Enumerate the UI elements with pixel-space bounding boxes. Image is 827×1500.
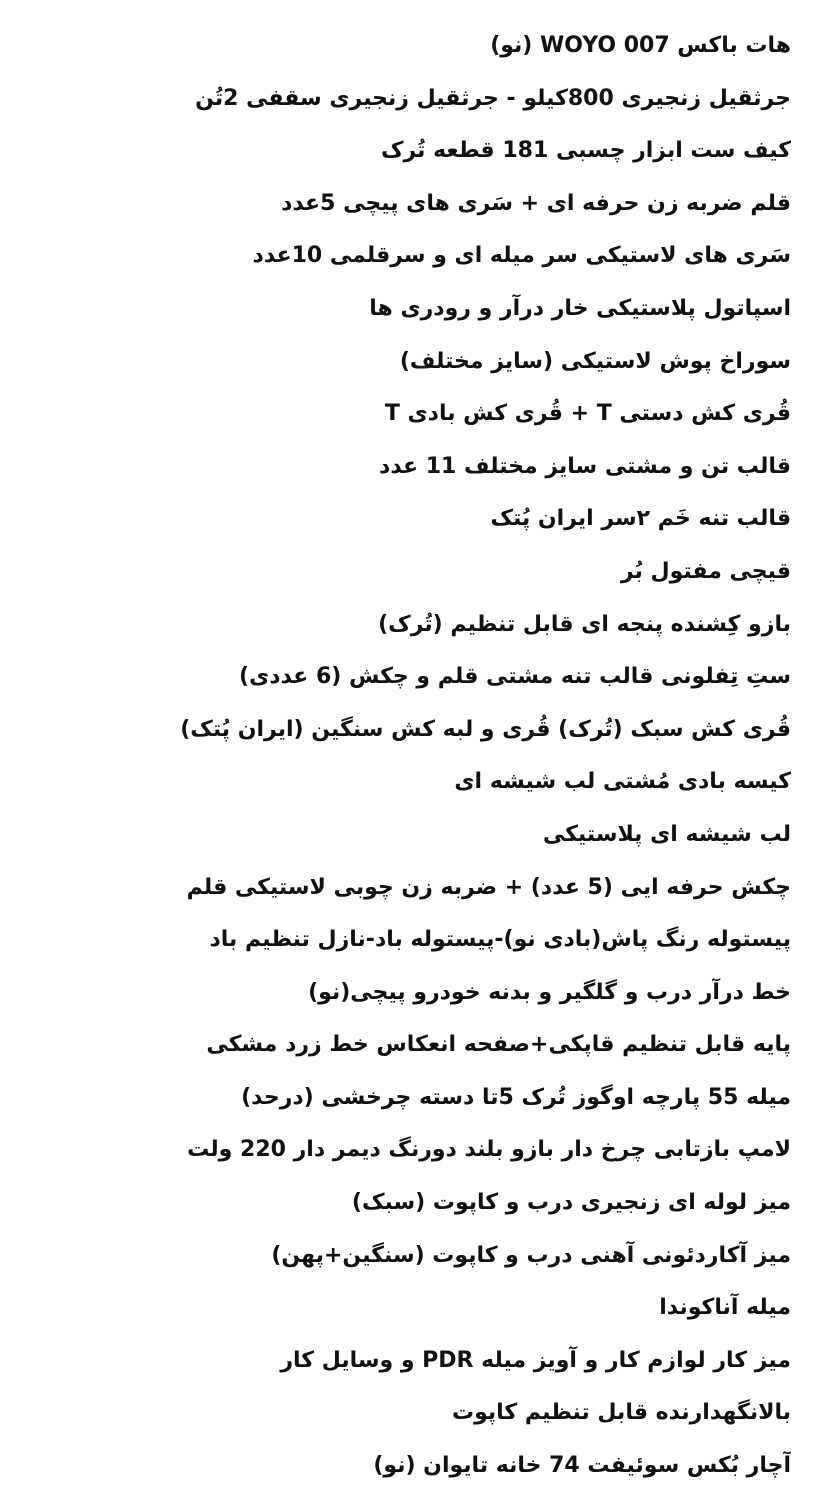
- list-item: قُری کش دستی T + قُری کش بادی T: [384, 401, 791, 427]
- list-item: قالب تن و مشتی سایز مختلف 11 عدد: [379, 453, 791, 479]
- list-item: میز لوله ای زنجیری درب و کاپوت (سبک): [351, 1190, 791, 1216]
- list-item: خط درآر درب و گلگیر و بدنه خودرو پیچی(نو): [308, 979, 791, 1005]
- list-item: میز کار لوازم کار و آویز میله PDR و وسایل کار: [280, 1347, 791, 1373]
- list-item: بالانگهدارنده قابل تنظیم کاپوت: [451, 1400, 791, 1426]
- list-item: لامپ بازتابی چرخ دار بازو بلند دورنگ دیمر دار 220 ولت: [187, 1137, 791, 1163]
- list-item: ستِ تِفلونی قالب تنه مشتی قلم و چکش (6 عددی): [239, 664, 791, 690]
- list-item: هات باکس WOYO 007 (نو): [490, 33, 791, 58]
- list-item: پایه قابل تنظیم قاپکی+صفحه انعکاس خط زرد مشکی: [206, 1032, 791, 1058]
- list-item: جرثقیل زنجیری 800کیلو - جرثقیل زنجیری سقفی 2تُن: [195, 85, 791, 111]
- list-item: کیسه بادی مُشتی لب شیشه ای: [454, 769, 791, 795]
- list-item: کیف ست ابزار چسبی 181 قطعه تُرک: [380, 138, 791, 164]
- list-item: سَری های لاستیکی سر میله ای و سرقلمی 10عدد: [252, 243, 791, 269]
- list-item: اسپاتول پلاستیکی خار درآر و رودری ها: [369, 295, 791, 321]
- list-item: میله 55 پارچه اوگوز تُرک 5تا دسته چرخشی (درحد): [241, 1084, 791, 1110]
- list-item: لب شیشه ای پلاستیکی: [542, 821, 791, 847]
- list-item: آچار بُکس سوئیفت 74 خانه تایوان (نو): [373, 1453, 791, 1479]
- list-item: پیستوله رنگ پاش(بادی نو)-پیستوله باد-نازل تنظیم باد: [209, 927, 791, 953]
- list-item: قلم ضربه زن حرفه ای + سَری های پیچی 5عدد: [281, 190, 791, 216]
- list-item: قیچی مفتول بُر: [620, 558, 791, 584]
- list-item: سوراخ پوش لاستیکی (سایز مختلف): [399, 348, 791, 374]
- list-item: قالب تنه خَم ۲سر ایران پُتک: [490, 506, 791, 532]
- list-item: میله آناکوندا: [659, 1295, 791, 1321]
- list-item: چکش حرفه ایی (5 عدد) + ضربه زن چوبی لاستیکی قلم: [186, 874, 791, 900]
- list-item: بازو کِشنده پنجه ای قابل تنظیم (تُرک): [378, 611, 791, 637]
- list-item: قُری کش سبک (تُرک) قُری و لبه کش سنگین (ایران پُتک): [180, 716, 791, 742]
- item-list: [31, 20, 791, 1493]
- list-item: میز آکاردئونی آهنی درب و کاپوت (سنگین+پهن): [271, 1242, 791, 1268]
